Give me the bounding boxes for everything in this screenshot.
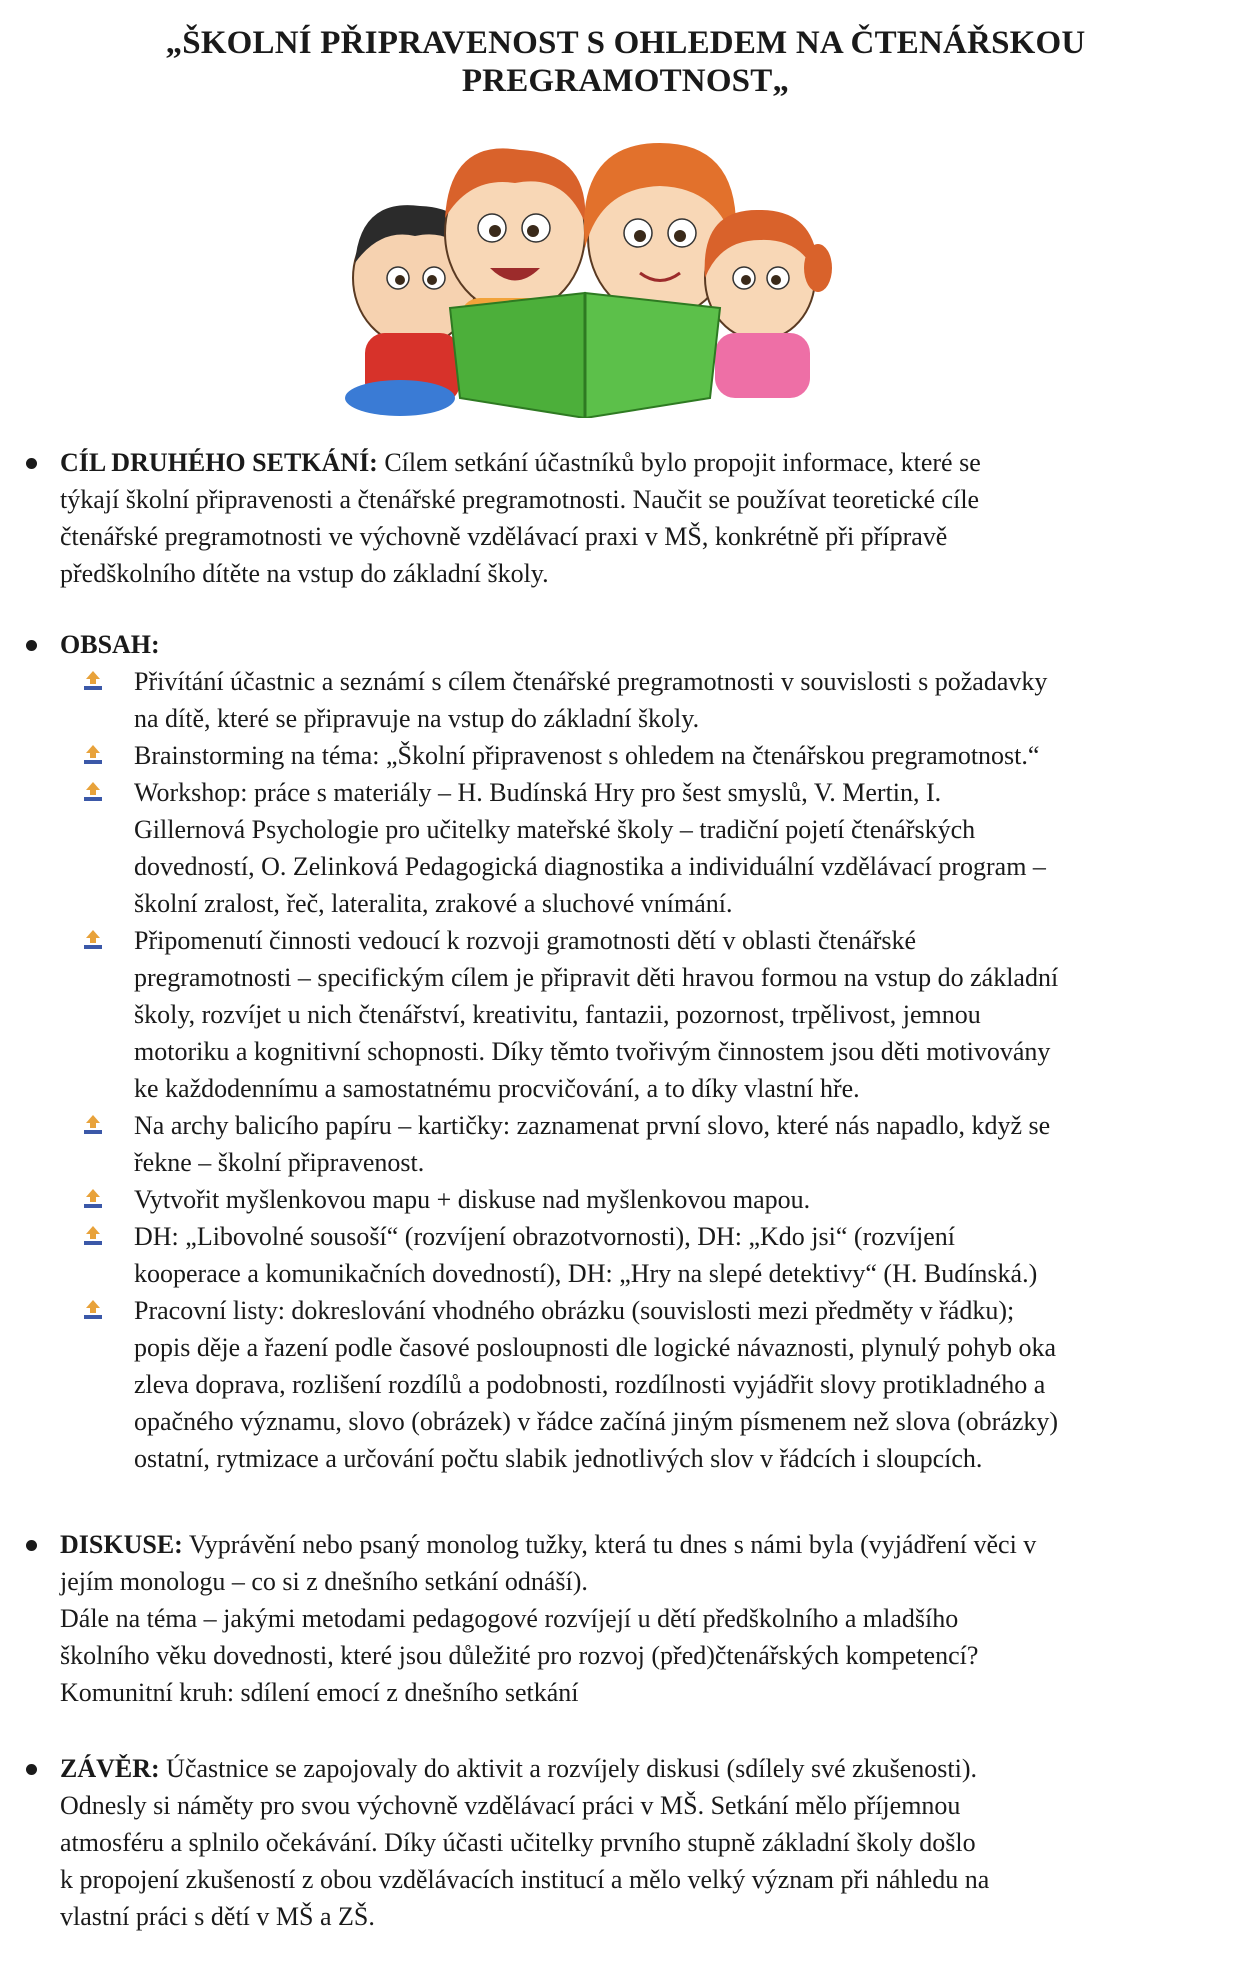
obsah-item-line: Připomenutí činnosti vedoucí k rozvoji gramotnosti dětí v oblasti čtenářské <box>134 926 917 955</box>
obsah-item-line: ostatní, rytmizace a určování počtu slabik jednotlivých slov v řádcích i sloupcích. <box>134 1444 983 1473</box>
zaver-line-1: Účastnice se zapojovaly do aktivit a rozvíjely diskusi (sdílely své zkušenosti). <box>159 1754 978 1783</box>
obsah-item-line: školy, rozvíjet u nich čtenářství, kreativitu, fantazii, pozornost, trpělivost, jemnou <box>134 1000 981 1029</box>
obsah-item-line: Brainstorming na téma: „Školní připravenost s ohledem na čtenářskou pregramotnost.“ <box>134 741 1040 770</box>
section-diskuse <box>60 1526 1220 1711</box>
obsah-item-line: Gillernová Psychologie pro učitelky mateřské školy – tradiční pojetí čtenářských <box>134 815 976 844</box>
bullet-icon <box>26 640 37 651</box>
obsah-item-line: pregramotnosti – specifickým cílem je připravit děti hravou formou na vstup do základní <box>134 963 1059 992</box>
obsah-item-line: DH: „Libovolné sousoší“ (rozvíjení obrazotvornosti), DH: „Kdo jsi“ (rozvíjení <box>134 1222 955 1251</box>
cil-line-1: Cílem setkání účastníků bylo propojit informace, které se <box>377 448 981 477</box>
title-line-2: PREGRAMOTNOST„ <box>461 63 790 99</box>
arrow-bullet-icon <box>82 1224 104 1248</box>
zaver-line-3: atmosféru a splnilo očekávání. Díky účasti učitelky prvního stupně základní školy došlo <box>60 1828 976 1857</box>
obsah-item-line: dovedností, O. Zelinková Pedagogická diagnostika a individuální vzdělávací program – <box>134 852 1046 881</box>
bullet-icon <box>26 1540 37 1551</box>
obsah-item-line: řekne – školní připravenost. <box>134 1148 425 1177</box>
cil-line-2: týkají školní připravenosti a čtenářské pregramotnosti. Naučit se používat teoretické cíle <box>60 485 980 514</box>
obsah-item-line: Workshop: práce s materiály – H. Budínská Hry pro šest smyslů, V. Mertin, I. <box>134 778 942 807</box>
obsah-item-line: zleva doprava, rozlišení rozdílů a podobnosti, rozdílnosti vyjádřit slovy protikladného a <box>134 1370 1046 1399</box>
obsah-item-line: kooperace a komunikačních dovedností), DH: „Hry na slepé detektivy“ (H. Budínská.) <box>134 1259 1038 1288</box>
obsah-item-line: Vytvořit myšlenkovou mapu + diskuse nad myšlenkovou mapou. <box>134 1185 811 1214</box>
obsah-item-line: popis děje a řazení podle časové posloupnosti dle logické návaznosti, plynulý pohyb oka <box>134 1333 1057 1362</box>
zaver-heading: ZÁVĚR: <box>60 1754 160 1783</box>
diskuse-line-5: Komunitní kruh: sdílení emocí z dnešního setkání <box>60 1678 579 1707</box>
cil-line-3: čtenářské pregramotnosti ve výchovně vzdělávací praxi v MŠ, konkrétně při přípravě <box>60 522 948 551</box>
girl-right-figure <box>705 210 832 398</box>
page-title <box>0 24 1251 100</box>
diskuse-line-3: Dále na téma – jakými metodami pedagogové rozvíjejí u dětí předškolního a mladšího <box>60 1604 959 1633</box>
arrow-bullet-icon <box>82 1113 104 1137</box>
obsah-item <box>60 1107 1220 1181</box>
section-cil <box>60 444 1220 592</box>
arrow-bullet-icon <box>82 780 104 804</box>
arrow-bullet-icon <box>82 669 104 693</box>
arrow-bullet-icon <box>82 1298 104 1322</box>
zaver-paragraph <box>60 1750 1220 1935</box>
bullet-icon <box>26 458 37 469</box>
children-reading-book-illustration <box>340 128 840 418</box>
obsah-item <box>60 1292 1220 1477</box>
obsah-item-line: Pracovní listy: dokreslování vhodného obrázku (souvislosti mezi předměty v řádku); <box>134 1296 1015 1325</box>
section-obsah <box>60 626 1220 1477</box>
obsah-item-line: na dítě, které se připravuje na vstup do základní školy. <box>134 704 700 733</box>
cil-paragraph <box>60 444 1220 592</box>
obsah-item <box>60 922 1220 1107</box>
obsah-item-line: Na archy balicího papíru – kartičky: zaznamenat první slovo, které nás napadlo, když se <box>134 1111 1051 1140</box>
green-book-icon <box>450 293 720 418</box>
obsah-item <box>60 663 1220 737</box>
arrow-bullet-icon <box>82 928 104 952</box>
zaver-line-4: k propojení zkušeností z obou vzdělávacích institucí a mělo velký význam při náhledu na <box>60 1865 990 1894</box>
bullet-icon <box>26 1764 37 1775</box>
cil-line-4: předškolního dítěte na vstup do základní školy. <box>60 559 549 588</box>
arrow-bullet-icon <box>82 1187 104 1211</box>
diskuse-line-2: jejím monologu – co si z dnešního setkání odnáší). <box>60 1567 588 1596</box>
diskuse-line-4: školního věku dovednosti, které jsou důležité pro rozvoj (před)čtenářských kompetencí? <box>60 1641 979 1670</box>
diskuse-line-1: Vyprávění nebo psaný monolog tužky, která tu dnes s námi byla (vyjádření věci v <box>182 1530 1037 1559</box>
obsah-item-line: ke každodennímu a samostatnému procvičování, a to díky vlastní hře. <box>134 1074 860 1103</box>
title-line-1: „ŠKOLNÍ PŘIPRAVENOST S OHLEDEM NA ČTENÁŘSKOU <box>165 25 1086 61</box>
obsah-list <box>60 663 1220 1477</box>
obsah-item-line: školní zralost, řeč, lateralita, zrakové a sluchové vnímání. <box>134 889 733 918</box>
zaver-line-5: vlastní práci s dětí v MŠ a ZŠ. <box>60 1902 375 1931</box>
section-zaver <box>60 1750 1220 1935</box>
obsah-item <box>60 737 1220 774</box>
obsah-item <box>60 774 1220 922</box>
obsah-item-line: motoriku a kognitivní schopnosti. Díky těmto tvořivým činnostem jsou děti motivovány <box>134 1037 1051 1066</box>
arrow-bullet-icon <box>82 743 104 767</box>
cil-heading: CÍL DRUHÉHO SETKÁNÍ: <box>60 448 378 477</box>
obsah-item <box>60 1218 1220 1292</box>
obsah-item-line: opačného významu, slovo (obrázek) v řádce začíná jiným písmenem než slova (obrázky) <box>134 1407 1059 1436</box>
obsah-item <box>60 1181 1220 1218</box>
obsah-item-line: Přivítání účastnic a seznámí s cílem čtenářské pregramotnosti v souvislosti s požadavky <box>134 667 1048 696</box>
diskuse-heading: DISKUSE: <box>60 1530 183 1559</box>
diskuse-paragraph <box>60 1526 1220 1711</box>
zaver-line-2: Odnesly si náměty pro svou výchovně vzdělávací práci v MŠ. Setkání mělo příjemnou <box>60 1791 961 1820</box>
obsah-heading: OBSAH: <box>60 630 160 659</box>
